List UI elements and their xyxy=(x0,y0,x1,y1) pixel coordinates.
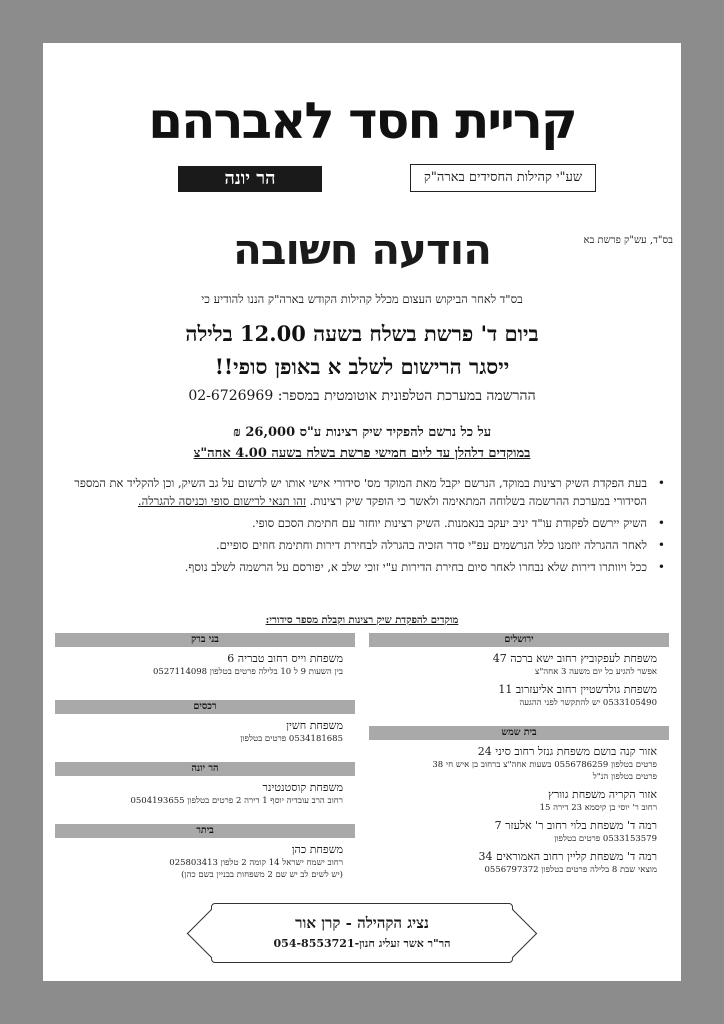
locations-header: מוקדים להפקדת שיק רצינות וקבלת מספר סידורי: xyxy=(265,615,459,626)
location-title: ביתר xyxy=(55,824,355,838)
location-beit-shemesh xyxy=(369,726,669,876)
location-title: ירושלים xyxy=(369,633,669,647)
footer-contact: הר"ר אשר זעליג חנון-054-8553721 xyxy=(273,937,451,950)
location-entry xyxy=(369,818,669,845)
headline-registration-closed: ייסגר הרישום לשלב א באופן סופי!! xyxy=(214,354,510,379)
location-title: רכסים xyxy=(55,700,355,714)
main-title: קריית חסד לאברהם xyxy=(148,92,576,150)
footer-contact-box xyxy=(211,903,513,963)
headline-closing-time: ביום ד' פרשת בשלח בשעה 12.00 בלילה xyxy=(185,321,539,346)
location-bnei-brak xyxy=(55,633,355,678)
entry-detail: 0533105490 יש להתקשר לפני ההגעה xyxy=(519,698,657,708)
entry-name: רמה ד' משפחת בלוי רחוב ר' אלעזר 7 xyxy=(494,819,657,832)
deposit-amount: על כל נרשם להפקיד שיק רצינות ע"ס 26,000 ₪ xyxy=(232,425,492,440)
location-har-yona xyxy=(55,762,355,807)
subtitle-box: שע"י קהילות החסידים בארה"ק xyxy=(410,164,596,192)
location-entry xyxy=(369,787,669,814)
phone-line: ההרשמה במערכת הטלפונית אוטומטית במספר: 02-6726969 xyxy=(188,388,536,404)
bullet-list xyxy=(55,474,669,580)
entry-detail: בין השעות 9 ל 10 בלילה פרטים בטלפון 0527114098 xyxy=(153,667,343,677)
bullet-item: • ככל ויוותרו דירות שלא נבחרו לאחר סיום בחירת הדירות ע"י זוכי שלב א, יפורסם על הרשמה לשלב נוסף. xyxy=(55,558,669,576)
intro-line: בס"ד לאחר הביקוש העצום מכלל קהילות הקודש בארה"ק הננו להודיע כי xyxy=(201,292,523,306)
location-entry xyxy=(55,842,355,881)
date-line: בס"ד, עש"ק פרשת בא xyxy=(583,235,673,246)
entry-detail: פרטים בטלפון הנ"ל xyxy=(592,772,657,782)
location-entry xyxy=(369,651,669,678)
entry-name: אזור הקריה משפחת גוורץ xyxy=(548,788,657,801)
entry-name: רמה ד' משפחת קליין רחוב האמוראים 34 xyxy=(478,850,657,863)
location-entry xyxy=(369,682,669,709)
location-entry xyxy=(369,744,669,783)
entry-name: אזור קנה בושם משפחת גנזל רחוב סיני 24 xyxy=(477,745,657,758)
entry-name: משפחת קוסטנטינר xyxy=(262,781,343,794)
entry-detail: מוצאי שבת 8 בלילה פרטים בטלפון 0556797372 xyxy=(484,865,657,875)
deposit-deadline: במוקדים דלהלן עד ליום חמישי פרשת בשלח בשעה 4.00 אחה"צ xyxy=(193,446,531,461)
entry-detail: 0534181685 פרטים בטלפון xyxy=(240,734,343,744)
entry-detail: רחוב ישמח ישראל 14 קומה 2 טלפון 025803413 xyxy=(169,858,343,868)
bullet-text: בעת הפקדת השיק רצינות במוקד, הנרשם יקבל מאת המוקד מס' סידורי אישי אותו יש לרשום על גב השיק, וכן להקליד את המספר הסידורי במערכת ההרשמה בשלוחה המתאימה ולאשר כי הופקד שיק רצינות. xyxy=(74,476,647,508)
entry-detail: 0533153579 פרטים בטלפון xyxy=(554,834,657,844)
location-beitar xyxy=(55,824,355,881)
location-jerusalem xyxy=(369,633,669,709)
location-entry xyxy=(55,780,355,807)
entry-name: משפחת חשין xyxy=(286,719,343,732)
location-entry xyxy=(369,849,669,876)
bullet-underlined-text: זהו תנאי לרישום סופי וכניסה להגרלה. xyxy=(137,494,307,508)
notice-page xyxy=(43,43,681,981)
entry-detail: פרטים בטלפון 0556786259 בשעות אחה"צ ברחוב בן איש חי 38 xyxy=(432,760,657,770)
entry-detail: (יש לשים לב יש שם 2 משפחות בבניין בשם כהן) xyxy=(181,870,343,880)
entry-name: משפחת כהן xyxy=(291,843,343,856)
entry-detail: רחוב ר' יוסי בן קיסמא 23 דירה 15 xyxy=(539,803,657,813)
location-title: בית שמש xyxy=(369,726,669,740)
bullet-item xyxy=(55,474,669,510)
location-entry xyxy=(55,718,355,745)
bullet-item: • השיק יירשם לפקודת עו"ד יניב יעקב בנאמנות. השיק רצינות יוחזר עם חתימת הסכם סופי. xyxy=(55,514,669,532)
entry-detail: רחוב הרב עובדיה יוסף 1 דירה 2 פרטים בטלפון 0504193655 xyxy=(130,796,343,806)
entry-name: משפחת לעפקוביץ רחוב ישא ברכה 47 xyxy=(492,652,657,665)
entry-name: משפחת גולדשטיין רחוב אליעזרוב 11 xyxy=(498,683,657,696)
location-title: הר יונה xyxy=(55,762,355,776)
location-badge: הר יונה xyxy=(178,166,322,192)
bullet-item: • לאחר ההגרלה יוזמנו כלל הנרשמים עפ"י סדר הזכיה בהגרלה לבחירת דירות וחתימת חוזים סופיים. xyxy=(55,536,669,554)
entry-detail: אפשר להגיע כל יום משעה 3 אחה"צ xyxy=(534,667,657,677)
location-entry xyxy=(55,651,355,678)
footer-title: נציג הקהילה - קרן אור xyxy=(295,914,429,932)
entry-name: משפחת וייס רחוב טבריה 6 xyxy=(227,652,343,665)
location-title: בני ברק xyxy=(55,633,355,647)
location-rechasim xyxy=(55,700,355,745)
notice-heading: הודעה חשובה xyxy=(232,225,491,274)
